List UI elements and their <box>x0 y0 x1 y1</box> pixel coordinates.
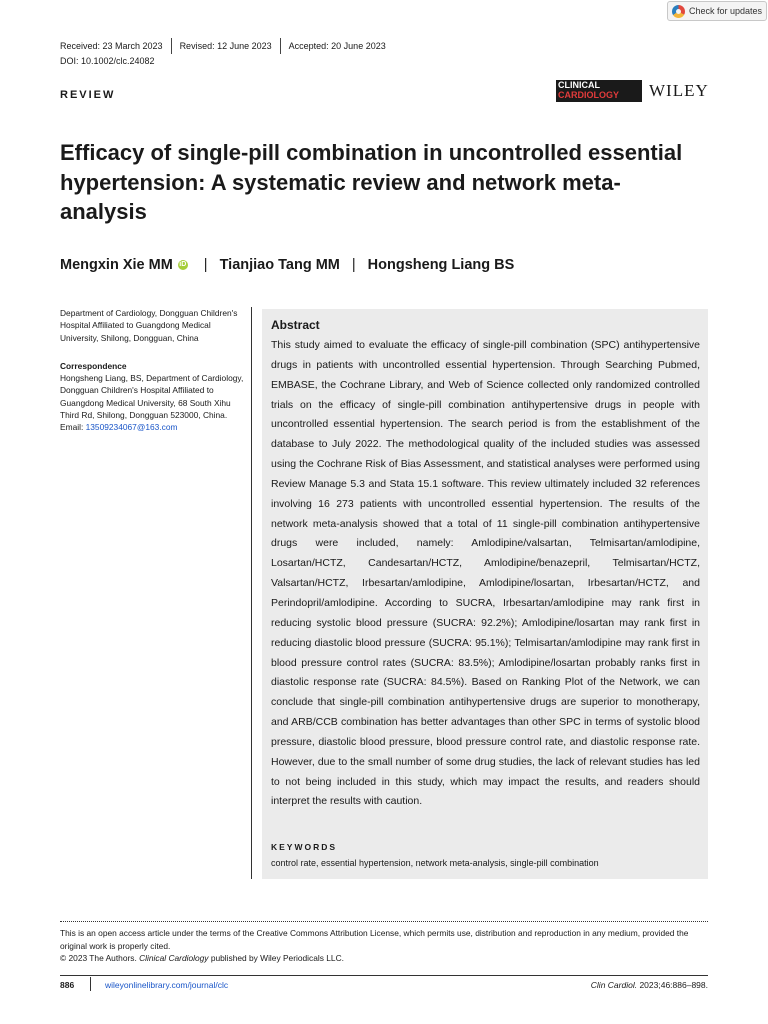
received-date: Received: 23 March 2023 <box>60 41 163 51</box>
publisher-logo: WILEY <box>649 81 709 100</box>
author-separator: | <box>351 257 356 273</box>
journal-name: Clinical Cardiology <box>139 953 209 963</box>
copyright-line <box>60 952 710 965</box>
keywords-text: control rate, essential hypertension, network meta-analysis, single-pill combination <box>271 858 599 868</box>
logo-line-1: CLINICAL <box>558 80 600 90</box>
author-list <box>60 257 514 273</box>
footer-separator <box>90 977 91 991</box>
journal-logo <box>556 80 709 102</box>
date-divider <box>280 38 281 54</box>
affiliation: Department of Cardiology, Dongguan Children's Hospital Affiliated to Guangdong Medical University, Shilong, Dongguan, China <box>60 308 238 343</box>
article-title: Efficacy of single-pill combination in uncontrolled essential hypertension: A systematic review and network meta-analysis <box>60 140 683 224</box>
license-note <box>60 927 710 965</box>
footer-divider <box>60 921 708 922</box>
article-dates <box>60 38 386 54</box>
correspondence-heading: Correspondence <box>60 360 127 371</box>
author-name: Tianjiao Tang MM <box>219 257 340 273</box>
keywords-label: KEYWORDS <box>271 842 338 852</box>
abstract-box <box>262 309 708 879</box>
abstract-heading: Abstract <box>271 318 320 332</box>
citation-journal: Clin Cardiol. <box>590 980 638 990</box>
date-divider <box>171 38 172 54</box>
license-text: This is an open access article under the terms of the Creative Commons Attribution License, which permits use, distribution and reproduction in any medium, provided the original work is properly cited. <box>60 928 689 951</box>
author-name: Mengxin Xie MM <box>60 257 173 273</box>
check-for-updates-button[interactable] <box>667 1 767 21</box>
author-name: Hongsheng Liang BS <box>367 257 515 273</box>
orcid-icon[interactable]: iD <box>179 261 187 268</box>
revised-date: Revised: 12 June 2023 <box>179 41 272 51</box>
citation <box>591 980 708 990</box>
correspondence-text: Hongsheng Liang, BS, Department of Cardiology, Dongguan Children's Hospital Affiliated to Guangdong Medical University, 68 South Xihu Third Rd, Shilong, Dongguan 523000, China. <box>60 373 244 421</box>
column-divider <box>251 307 252 879</box>
copyright-prefix: © 2023 The Authors. <box>60 953 137 963</box>
clinical-cardiology-logo <box>556 80 642 102</box>
section-label: REVIEW <box>60 89 116 101</box>
page-number: 886 <box>60 980 75 990</box>
accepted-date: Accepted: 20 June 2023 <box>288 41 386 51</box>
logo-line-2: CARDIOLOGY <box>558 89 620 100</box>
check-for-updates-label: Check for updates <box>689 6 763 16</box>
citation-details: 2023;46:886–898. <box>639 980 708 990</box>
page-footer-rule <box>60 975 708 976</box>
email-link[interactable]: 13509234067@163.com <box>85 422 178 433</box>
doi: DOI: 10.1002/clc.24082 <box>60 56 155 66</box>
email-label: Email: <box>60 422 84 433</box>
abstract-body: This study aimed to evaluate the efficacy of single-pill combination (SPC) antihypertensive drugs in patients with uncontrolled essential hypertension. Through Searching Pubmed, EMBASE, the Cochrane Library, and Web of Science collected only randomized controlled trials on the efficacy of single-pill combination antihypertensive drugs in people with uncontrolled essential hypertension. The search period is from the establishment of the database to July 2022. The methodological quality of the included studies was assessed using the Cochrane Risk of Bias Assessment, and statistical analyses were performed using Review Manage 5.3 and Stata 15.1 software. This review ultimately included 32 references involving 16 273 patients with uncontrolled essential hypertension. The results of the network meta-analysis showed that a total of 11 single-pill combination antihypertensive drugs were included, namely: Amlodipine/valsartan, Telmisartan/amlodipine, Losartan/HCTZ, Candesartan/HCTZ, Amlodipine/benazepril, Telmisartan/HCTZ, Valsartan/HCTZ, Irbesartan/amlodipine, Amlodipine/losartan, Irbesartan/HCTZ, and Perindopril/amlodipine. According to SUCRA, Irbesartan/amlodipine may rank first in reducing systolic blood pressure (SUCRA: 92.2%); Amlodipine/losartan may rank first in reducing diastolic blood pressure (SUCRA: 95.1%); Telmisartan/amlodipine may rank first in blood pressure control rates (SUCRA: 83.5%); Amlodipine/losartan probably ranks first in diastolic response rate (SUCRA: 84.5%). Based on Ranking Plot of the Network, we can conclude that single-pill combination antihypertensive drugs are superior to monotherapy, and ARB/CCB combination has better advantages than other SPC in terms of systolic blood pressure, diastolic blood pressure, blood pressure control rate, and diastolic response rate. However, due to the small number of some drug studies, the lack of relevant studies has led to not being included in this study, which may impact the results, and readers should interpret the results with caution. <box>271 339 700 808</box>
copyright-suffix: published by Wiley Periodicals LLC. <box>210 953 344 963</box>
author-info-column <box>60 307 245 434</box>
journal-website-link[interactable]: wileyonlinelibrary.com/journal/clc <box>105 980 229 990</box>
correspondence-email <box>60 421 245 433</box>
author-separator: | <box>203 257 208 273</box>
check-for-updates-icon <box>672 5 685 18</box>
